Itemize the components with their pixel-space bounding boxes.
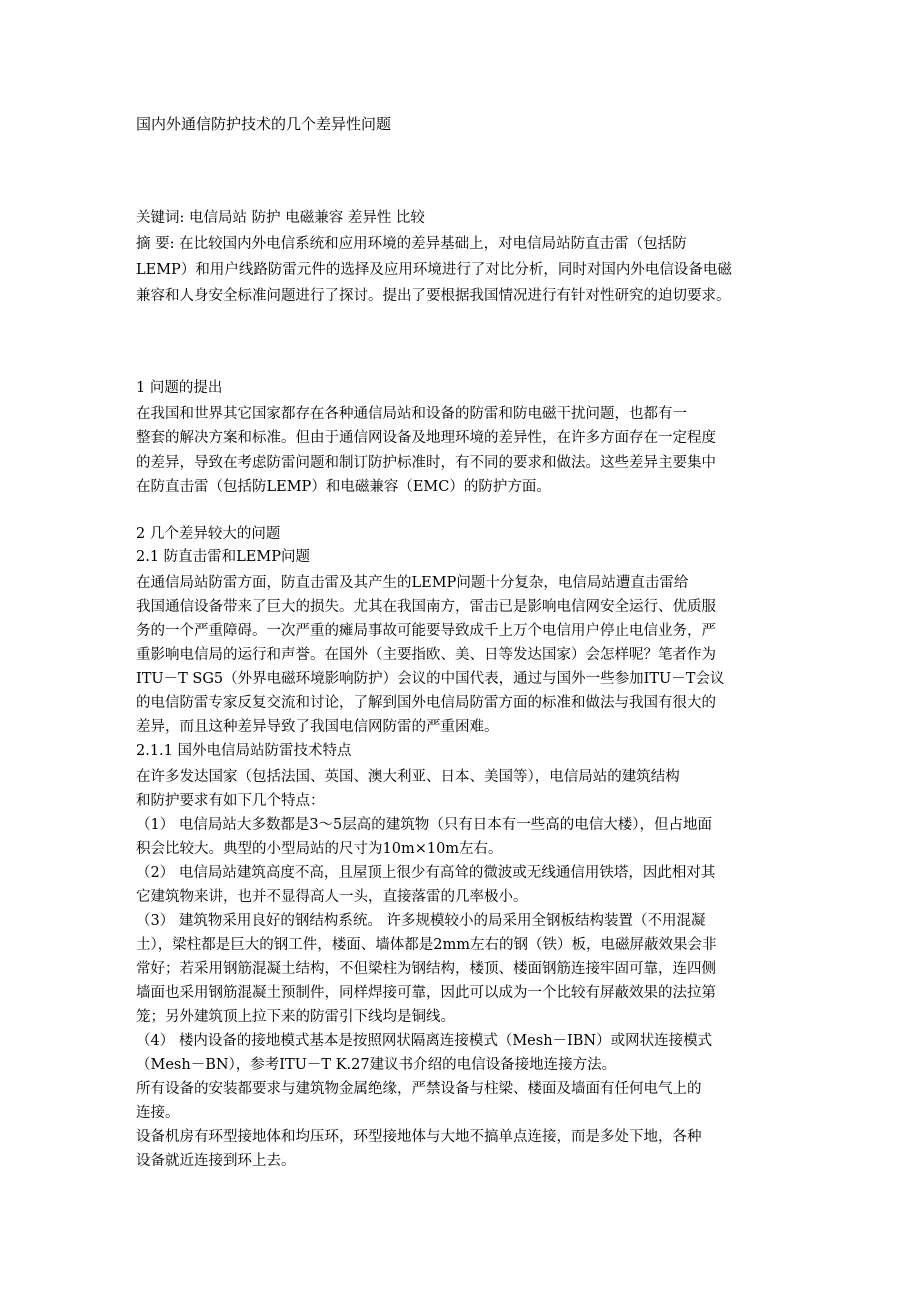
list-item-line: （4） 楼内设备的接地模式基本是按照网状隔离连接模式（Mesh－IBN）或网状连接模式 <box>136 1033 713 1049</box>
paragraph-line: 在许多发达国家（包括法国、英国、澳大利亚、日本、美国等），电信局站的建筑结构 <box>136 769 680 785</box>
keywords-line: 关键词: 电信局站 防护 电磁兼容 差异性 比较 <box>136 210 425 226</box>
list-item-line: 土），梁柱都是巨大的钢工件，楼面、墙体都是2mm左右的钢（铁）板，电磁屏蔽效果会非 <box>136 937 717 953</box>
paragraph-line: 整套的解决方案和标准。但由于通信网设备及地理环境的差异性，在许多方面存在一定程度 <box>136 430 716 446</box>
section-1-heading: 1 问题的提出 <box>136 380 223 396</box>
list-item-line: 笼；另外建筑顶上拉下来的防雷引下线均是铜线。 <box>136 1009 455 1025</box>
list-item-line: （2） 电信局站建筑高度不高，且屋顶上很少有高耸的微波或无线通信用铁塔，因此相对其 <box>136 865 716 881</box>
document-title: 国内外通信防护技术的几个差异性问题 <box>136 115 392 133</box>
paragraph-line: 务的一个严重障碍。一次严重的瘫局事故可能要导致成千上万个电信用户停止电信业务，严 <box>136 623 716 639</box>
list-item-line: 常好；若采用钢筋混凝土结构，不但梁柱为钢结构，楼顶、楼面钢筋连接牢固可靠，连四侧 <box>136 961 716 977</box>
paragraph-line: 的电信防雷专家反复交流和讨论，了解到国外电信局防雷方面的标准和做法与我国有很大的 <box>136 695 716 711</box>
paragraph-line: 连接。 <box>136 1105 180 1121</box>
paragraph-line: 设备机房有环型接地体和均压环，环型接地体与大地不搞单点连接，而是多处下地，各种 <box>136 1129 702 1145</box>
section-2-1-heading: 2.1 防直击雷和LEMP问题 <box>136 549 310 565</box>
paragraph-line: ITU－T SG5（外界电磁环境影响防护）会议的中国代表，通过与国外一些参加ITU－T会议 <box>136 671 725 687</box>
list-item-line: （3） 建筑物采用良好的钢结构系统。 许多规模较小的局采用全钢板结构装置（不用混凝 <box>136 913 706 929</box>
paragraph-line: 在我国和世界其它国家都存在各种通信局站和设备的防雷和防电磁干扰问题，也都有一 <box>136 406 687 422</box>
paragraph-line: 在防直击雷（包括防LEMP）和电磁兼容（EMC）的防护方面。 <box>136 479 551 495</box>
list-item-line: 墙面也采用钢筋混凝土预制件，同样焊接可靠，因此可以成为一个比较有屏蔽效果的法拉第 <box>136 985 716 1001</box>
abstract-line: LEMP）和用户线路防雷元件的选择及应用环境进行了对比分析，同时对国内外电信设备电磁 <box>136 262 732 278</box>
paragraph-line: 的差异，导致在考虑防雷问题和制订防护标准时，有不同的要求和做法。这些差异主要集中 <box>136 455 716 471</box>
paragraph-line: 在通信局站防雷方面，防直击雷及其产生的LEMP问题十分复杂，电信局站遭直击雷给 <box>136 575 689 591</box>
abstract-line: 兼容和人身安全标准问题进行了探讨。提出了要根据我国情况进行有针对性研究的迫切要求。 <box>136 288 731 304</box>
paragraph-line: 我国通信设备带来了巨大的损失。尤其在我国南方，雷击已是影响电信网安全运行、优质服 <box>136 599 716 615</box>
section-2-1-1-heading: 2.1.1 国外电信局站防雷技术特点 <box>136 743 352 759</box>
section-2-heading: 2 几个差异较大的问题 <box>136 526 281 542</box>
paragraph-line: 和防护要求有如下几个特点： <box>136 793 325 809</box>
list-item-line: 积会比较大。典型的小型局站的尺寸为10m×10m左右。 <box>136 841 503 857</box>
list-item-line: （1） 电信局站大多数都是3～5层高的建筑物（只有日本有一些高的电信大楼），但占地面 <box>136 817 713 833</box>
paragraph-line: 差异，而且这种差异导致了我国电信网防雷的严重困难。 <box>136 719 499 735</box>
paragraph-line: 设备就近连接到环上去。 <box>136 1153 296 1169</box>
paragraph-line: 所有设备的安装都要求与建筑物金属绝缘，严禁设备与柱梁、楼面及墙面有任何电气上的 <box>136 1081 702 1097</box>
paragraph-line: 重影响电信局的运行和声誉。在国外（主要指欧、美、日等发达国家）会怎样呢？笔者作为 <box>136 647 716 663</box>
list-item-line: （Mesh－BN），参考ITU－T K.27建议书介绍的电信设备接地连接方法。 <box>136 1057 617 1073</box>
abstract-line: 摘 要: 在比较国内外电信系统和应用环境的差异基础上，对电信局站防直击雷（包括防 <box>136 236 687 252</box>
list-item-line: 它建筑物来讲，也并不显得高人一头，直接落雷的几率极小。 <box>136 889 528 905</box>
